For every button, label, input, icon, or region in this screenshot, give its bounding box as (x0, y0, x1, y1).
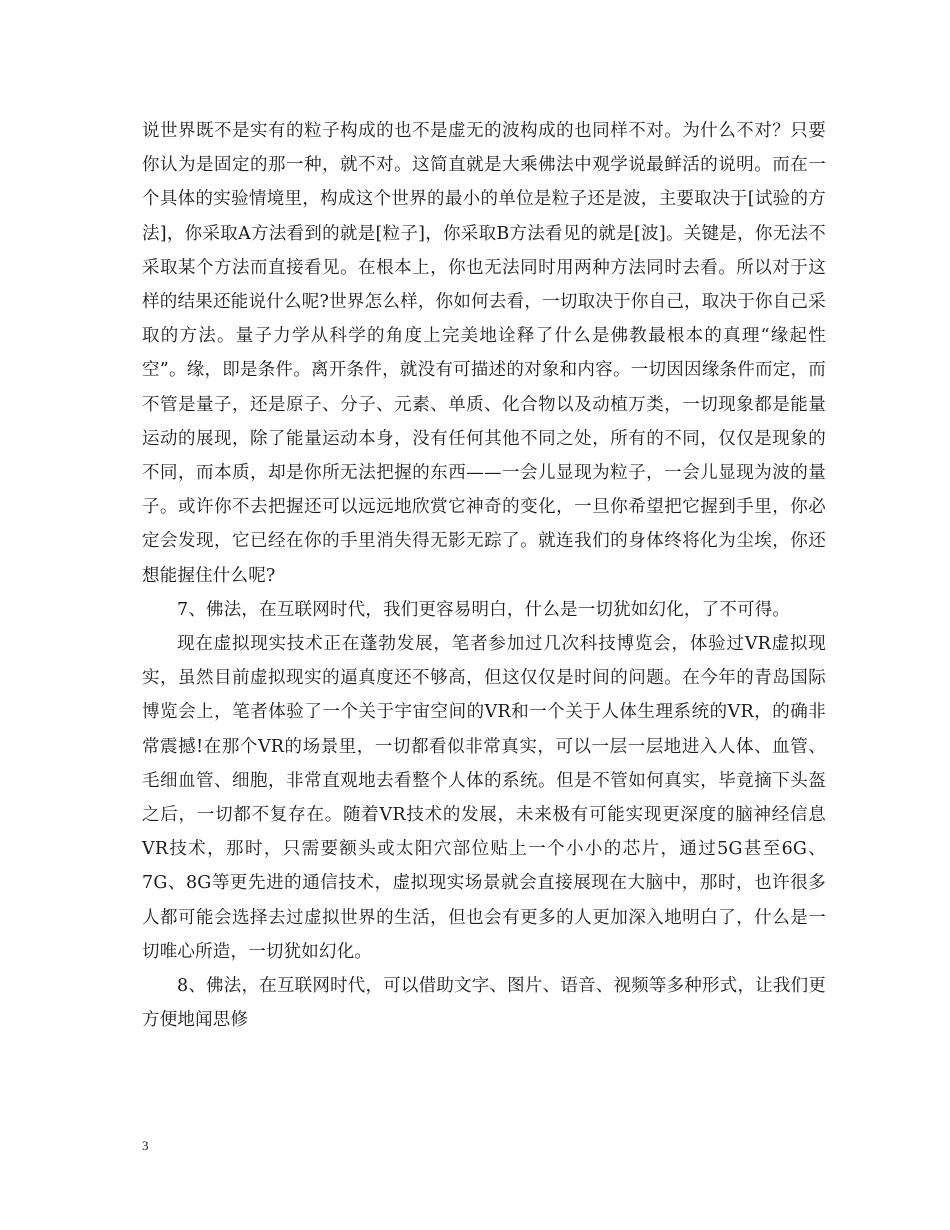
document-body (142, 114, 826, 1037)
paragraph-quantum-continuation: 说世界既不是实有的粒子构成的也不是虚无的波构成的也同样不对。为什么不对？只要你认为是固定的那一种，就不对。这简直就是大乘佛法中观学说最鲜活的说明。而在一个具体的实验情境里，构成这个世界的最小的单位是粒子还是波，主要取决于[试验的方法]，你采取A方法看到的就是[粒子]，你采取B方法看见的就是[波]。关键是，你无法不采取某个方法而直接看见。在根本上，你也无法同时用两种方法同时去看。所以对于这样的结果还能说什么呢?世界怎么样，你如何去看，一切取决于你自己，取决于你自己采取的方法。量子力学从科学的角度上完美地诠释了什么是佛教最根本的真理“缘起性空”。缘，即是条件。离开条件，就没有可描述的对象和内容。一切因因缘条件而定，而不管是量子，还是原子、分子、元素、单质、化合物以及动植万类，一切现象都是能量运动的展现，除了能量运动本身，没有任何其他不同之处，所有的不同，仅仅是现象的不同，而本质，却是你所无法把握的东西——一会儿显现为粒子，一会儿显现为波的量子。或许你不去把握还可以远远地欣赏它神奇的变化，一旦你希望把它握到手里，你必定会发现，它已经在你的手里消失得无影无踪了。就连我们的身体终将化为尘埃，你还想能握住什么呢? (142, 121, 826, 586)
paragraph-heading-8: 8、佛法，在互联网时代，可以借助文字、图片、语音、视频等多种形式，让我们更方便地闻思修 (142, 976, 826, 1031)
page-number: 3 (142, 1138, 149, 1153)
paragraph-vr-technology: 现在虚拟现实技术正在蓬勃发展，笔者参加过几次科技博览会，体验过VR虚拟现实，虽然目前虚拟现实的逼真度还不够高，但这仅仅是时间的问题。在今年的青岛国际博览会上，笔者体验了一个关于宇宙空间的VR和一个关于人体生理系统的VR，的确非常震撼!在那个VR的场景里，一切都看似非常真实，可以一层一层地进入人体、血管、毛细血管、细胞，非常直观地去看整个人体的系统。但是不管如何真实，毕竟摘下头盔之后，一切都不复存在。随着VR技术的发展，未来极有可能实现更深度的脑神经信息VR技术，那时，只需要额头或太阳穴部位贴上一个小小的芯片，通过5G甚至6G、7G、8G等更先进的通信技术，虚拟现实场景就会直接展现在大脑中，那时，也许很多人都可能会选择去过虚拟世界的生活，但也会有更多的人更加深入地明白了，什么是一切唯心所造，一切犹如幻化。 (142, 634, 826, 962)
paragraph-heading-7: 7、佛法，在互联网时代，我们更容易明白，什么是一切犹如幻化，了不可得。 (177, 599, 791, 620)
